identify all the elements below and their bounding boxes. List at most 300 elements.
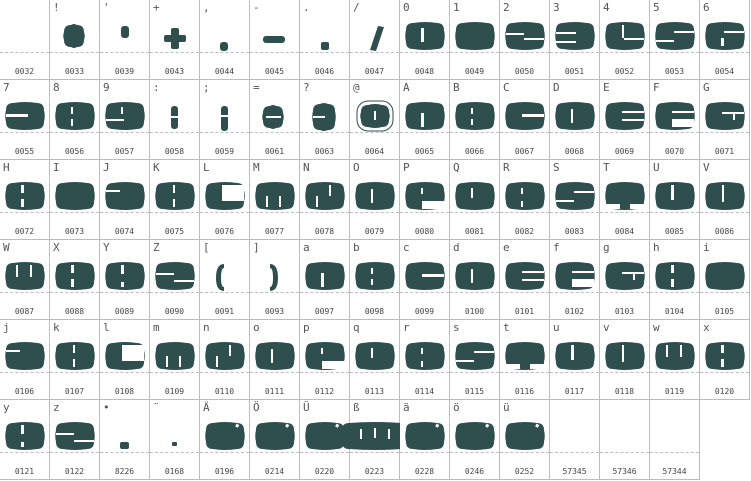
glyph-cell [450, 240, 500, 320]
glyph-preview [450, 94, 500, 136]
glyph-code-label: 0110 [214, 387, 235, 396]
glyph-preview [0, 94, 50, 136]
glyph-preview [650, 334, 700, 376]
glyph-cell [0, 0, 50, 80]
glyph-preview [200, 14, 250, 56]
glyph-cell [250, 0, 300, 80]
glyph-preview [650, 14, 700, 56]
glyph-code-label: 0099 [414, 307, 435, 316]
glyph-char-label: a [303, 241, 310, 254]
glyph-char-label: 6 [703, 1, 710, 14]
glyph-char-label: . [303, 1, 310, 14]
glyph-preview [200, 414, 250, 456]
glyph-char-label: Ü [303, 401, 310, 414]
glyph-code-label: 0091 [214, 307, 235, 316]
glyph-char-label: s [453, 321, 460, 334]
glyph-preview [250, 414, 300, 456]
glyph-cell [650, 0, 700, 80]
glyph-char-label: 5 [653, 1, 660, 14]
glyph-code-label: 0039 [114, 67, 135, 76]
glyph-cell [650, 400, 700, 480]
glyph-code-label: 0115 [464, 387, 485, 396]
glyph-preview [500, 254, 550, 296]
glyph-cell [200, 240, 250, 320]
glyph-preview [50, 94, 100, 136]
glyph-code-label: 0111 [264, 387, 285, 396]
glyph-cell [500, 240, 550, 320]
glyph-code-label: 0087 [14, 307, 35, 316]
glyph-code-label: 0252 [514, 467, 535, 476]
glyph-char-label: B [453, 81, 460, 94]
glyph-char-label: ö [453, 401, 460, 414]
glyph-code-label: 0107 [64, 387, 85, 396]
glyph-code-label: 0073 [64, 227, 85, 236]
glyph-char-label: k [53, 321, 60, 334]
glyph-code-label: 0114 [414, 387, 435, 396]
glyph-preview [0, 334, 50, 376]
glyph-code-label: 0082 [514, 227, 535, 236]
glyph-code-label: 0109 [164, 387, 185, 396]
glyph-preview [400, 94, 450, 136]
glyph-cell [150, 160, 200, 240]
glyph-cell [450, 320, 500, 400]
glyph-cell [100, 400, 150, 480]
glyph-cell [550, 0, 600, 80]
glyph-char-label: f [553, 241, 560, 254]
glyph-cell [350, 240, 400, 320]
glyph-cell [550, 400, 600, 480]
glyph-preview [50, 414, 100, 456]
glyph-char-label: 1 [453, 1, 460, 14]
glyph-char-label: v [603, 321, 610, 334]
glyph-char-label: = [253, 81, 260, 94]
glyph-preview [200, 254, 250, 296]
glyph-code-label: 0228 [414, 467, 435, 476]
glyph-preview [500, 14, 550, 56]
glyph-cell [100, 0, 150, 80]
glyph-char-label: ä [403, 401, 410, 414]
glyph-code-label: 0046 [314, 67, 335, 76]
glyph-preview [200, 174, 250, 216]
glyph-preview [650, 94, 700, 136]
glyph-code-label: 0105 [714, 307, 735, 316]
glyph-preview [300, 334, 350, 376]
glyph-preview [450, 14, 500, 56]
glyph-code-label: 0093 [264, 307, 285, 316]
glyph-preview [600, 174, 650, 216]
glyph-char-label: 4 [603, 1, 610, 14]
glyph-preview [350, 334, 400, 376]
glyph-cell [650, 80, 700, 160]
glyph-cell [100, 320, 150, 400]
glyph-preview [50, 254, 100, 296]
glyph-preview [400, 414, 450, 456]
glyph-preview [450, 334, 500, 376]
glyph-cell [300, 240, 350, 320]
glyph-code-label: 0069 [614, 147, 635, 156]
glyph-cell [350, 400, 400, 480]
glyph-preview [650, 254, 700, 296]
glyph-cell [650, 160, 700, 240]
glyph-code-label: 0072 [14, 227, 35, 236]
glyph-char-label: Z [153, 241, 160, 254]
glyph-preview [350, 174, 400, 216]
glyph-preview [600, 94, 650, 136]
glyph-char-label: D [553, 81, 560, 94]
glyph-preview [450, 414, 500, 456]
glyph-preview [500, 334, 550, 376]
glyph-cell [250, 80, 300, 160]
glyph-cell [550, 240, 600, 320]
glyph-code-label: 0088 [64, 307, 85, 316]
glyph-char-label: y [3, 401, 10, 414]
glyph-cell [200, 400, 250, 480]
glyph-cell [300, 320, 350, 400]
glyph-preview [300, 254, 350, 296]
glyph-char-label: V [703, 161, 710, 174]
glyph-code-label: 0047 [364, 67, 385, 76]
glyph-preview [550, 254, 600, 296]
glyph-code-label: 0066 [464, 147, 485, 156]
glyph-code-label: 0075 [164, 227, 185, 236]
glyph-code-label: 0045 [264, 67, 285, 76]
glyph-code-label: 0106 [14, 387, 35, 396]
glyph-cell [50, 240, 100, 320]
glyph-code-label: 57345 [562, 467, 587, 476]
glyph-code-label: 0052 [614, 67, 635, 76]
glyph-code-label: 0122 [64, 467, 85, 476]
glyph-preview [400, 174, 450, 216]
glyph-preview [550, 334, 600, 376]
glyph-code-label: 0089 [114, 307, 135, 316]
glyph-cell [0, 240, 50, 320]
glyph-preview [250, 254, 300, 296]
glyph-cell [650, 240, 700, 320]
glyph-char-label: C [503, 81, 510, 94]
glyph-char-label: 9 [103, 81, 110, 94]
glyph-code-label: 0049 [464, 67, 485, 76]
glyph-char-label: z [53, 401, 60, 414]
glyph-preview [350, 14, 400, 56]
glyph-cell [400, 0, 450, 80]
glyph-code-label: 0065 [414, 147, 435, 156]
glyph-char-label: • [103, 401, 110, 414]
glyph-preview [650, 174, 700, 216]
glyph-code-label: 0048 [414, 67, 435, 76]
glyph-cell [450, 160, 500, 240]
glyph-char-label: b [353, 241, 360, 254]
glyph-preview [100, 14, 150, 56]
glyph-cell [500, 400, 550, 480]
glyph-preview [100, 174, 150, 216]
glyph-char-label: ! [53, 1, 60, 14]
glyph-code-label: 0077 [264, 227, 285, 236]
glyph-char-label: + [153, 1, 160, 14]
glyph-char-label: w [653, 321, 660, 334]
glyph-code-label: 57344 [662, 467, 687, 476]
glyph-code-label: 0116 [514, 387, 535, 396]
glyph-cell [100, 80, 150, 160]
glyph-cell [600, 400, 650, 480]
glyph-char-label: h [653, 241, 660, 254]
glyph-cell [450, 80, 500, 160]
glyph-preview [350, 414, 400, 456]
glyph-code-label: 0081 [464, 227, 485, 236]
glyph-char-label: J [103, 161, 110, 174]
glyph-code-label: 0053 [664, 67, 685, 76]
glyph-preview [100, 414, 150, 456]
glyph-preview [350, 254, 400, 296]
glyph-cell [150, 400, 200, 480]
glyph-code-label: 0084 [614, 227, 635, 236]
glyph-cell [550, 80, 600, 160]
glyph-preview [50, 334, 100, 376]
glyph-code-label: 0121 [14, 467, 35, 476]
glyph-char-label: Ö [253, 401, 260, 414]
glyph-cell [400, 240, 450, 320]
glyph-preview [550, 414, 600, 456]
glyph-cell [550, 320, 600, 400]
glyph-char-label: K [153, 161, 160, 174]
glyph-cell [50, 0, 100, 80]
glyph-code-label: 0100 [464, 307, 485, 316]
glyph-char-label: ' [103, 1, 110, 14]
glyph-cell [400, 160, 450, 240]
glyph-cell [100, 240, 150, 320]
glyph-code-label: 0108 [114, 387, 135, 396]
glyph-code-label: 0079 [364, 227, 385, 236]
glyph-code-label: 0070 [664, 147, 685, 156]
glyph-cell [550, 160, 600, 240]
glyph-char-label: R [503, 161, 510, 174]
glyph-code-label: 0055 [14, 147, 35, 156]
glyph-char-label: j [3, 321, 10, 334]
glyph-code-label: 0074 [114, 227, 135, 236]
glyph-preview [650, 414, 700, 456]
glyph-preview [450, 174, 500, 216]
glyph-char-label: ? [303, 81, 310, 94]
glyph-char-label: , [203, 1, 210, 14]
glyph-preview [150, 174, 200, 216]
glyph-preview [500, 414, 550, 456]
glyph-code-label: 0080 [414, 227, 435, 236]
glyph-cell [250, 160, 300, 240]
glyph-preview [400, 334, 450, 376]
glyph-preview [300, 14, 350, 56]
glyph-code-label: 0050 [514, 67, 535, 76]
glyph-code-label: 0032 [14, 67, 35, 76]
glyph-preview [0, 414, 50, 456]
glyph-code-label: 0056 [64, 147, 85, 156]
glyph-code-label: 8226 [114, 467, 135, 476]
glyph-preview [0, 14, 50, 56]
glyph-cell [150, 80, 200, 160]
glyph-preview [150, 14, 200, 56]
glyph-char-label: [ [203, 241, 210, 254]
glyph-char-label: X [53, 241, 60, 254]
glyph-cell [50, 320, 100, 400]
glyph-char-label: Ä [203, 401, 210, 414]
glyph-cell [50, 400, 100, 480]
glyph-preview [0, 254, 50, 296]
glyph-preview [300, 94, 350, 136]
glyph-preview [400, 14, 450, 56]
glyph-cell [50, 80, 100, 160]
glyph-cell [500, 320, 550, 400]
glyph-code-label: 0120 [714, 387, 735, 396]
glyph-code-label: 0118 [614, 387, 635, 396]
glyph-code-label: 0059 [214, 147, 235, 156]
glyph-cell [700, 160, 750, 240]
glyph-preview [450, 254, 500, 296]
glyph-code-label: 0117 [564, 387, 585, 396]
glyph-code-label: 0083 [564, 227, 585, 236]
glyph-char-label: O [353, 161, 360, 174]
glyph-code-label: 0097 [314, 307, 335, 316]
glyph-code-label: 0196 [214, 467, 235, 476]
glyph-char-label: L [203, 161, 210, 174]
glyph-preview [100, 94, 150, 136]
glyph-preview [400, 254, 450, 296]
glyph-code-label: 0101 [514, 307, 535, 316]
glyph-cell [150, 320, 200, 400]
glyph-char-label: 3 [553, 1, 560, 14]
glyph-char-label: M [253, 161, 260, 174]
glyph-cell [400, 320, 450, 400]
glyph-char-label: I [53, 161, 60, 174]
glyph-cell [500, 80, 550, 160]
glyph-preview [700, 174, 750, 216]
glyph-char-label: A [403, 81, 410, 94]
glyph-cell [500, 0, 550, 80]
glyph-code-label: 0063 [314, 147, 335, 156]
glyph-code-label: 0085 [664, 227, 685, 236]
glyph-char-label: i [703, 241, 710, 254]
glyph-code-label: 0044 [214, 67, 235, 76]
glyph-preview [200, 334, 250, 376]
glyph-code-label: 0104 [664, 307, 685, 316]
glyph-char-label: : [153, 81, 160, 94]
glyph-cell [700, 80, 750, 160]
glyph-char-label: g [603, 241, 610, 254]
glyph-cell [450, 0, 500, 80]
glyph-char-label: S [553, 161, 560, 174]
glyph-code-label: 0214 [264, 467, 285, 476]
glyph-cell [0, 80, 50, 160]
glyph-cell [450, 400, 500, 480]
glyph-cell [0, 320, 50, 400]
glyph-cell [350, 0, 400, 80]
glyph-char-label: 7 [3, 81, 10, 94]
glyph-cell [350, 160, 400, 240]
glyph-char-label: Y [103, 241, 110, 254]
glyph-cell [700, 0, 750, 80]
glyph-char-label: G [703, 81, 710, 94]
glyph-char-label: ; [203, 81, 210, 94]
glyph-code-label: 0064 [364, 147, 385, 156]
glyph-preview [300, 174, 350, 216]
glyph-char-label: ¨ [153, 401, 160, 414]
glyph-cell [0, 400, 50, 480]
glyph-cell [300, 80, 350, 160]
glyph-preview [100, 254, 150, 296]
glyph-cell [250, 400, 300, 480]
glyph-char-label: ß [353, 401, 360, 414]
glyph-code-label: 0057 [114, 147, 135, 156]
glyph-cell [150, 240, 200, 320]
glyph-char-label: d [453, 241, 460, 254]
glyph-cell [700, 320, 750, 400]
glyph-preview [700, 94, 750, 136]
glyph-char-label: 2 [503, 1, 510, 14]
glyph-preview [550, 174, 600, 216]
glyph-code-label: 0090 [164, 307, 185, 316]
glyph-char-label: t [503, 321, 510, 334]
glyph-code-label: 0103 [614, 307, 635, 316]
glyph-cell [100, 160, 150, 240]
glyph-code-label: 57346 [612, 467, 637, 476]
glyph-preview [500, 174, 550, 216]
glyph-cell [200, 320, 250, 400]
glyph-char-label: W [3, 241, 10, 254]
glyph-preview [550, 14, 600, 56]
glyph-char-label: F [653, 81, 660, 94]
glyph-preview [150, 334, 200, 376]
glyph-preview [0, 174, 50, 216]
glyph-cell [250, 320, 300, 400]
glyph-cell [350, 80, 400, 160]
glyph-preview [250, 14, 300, 56]
glyph-code-label: 0054 [714, 67, 735, 76]
glyph-cell [200, 80, 250, 160]
glyph-code-label: 0078 [314, 227, 335, 236]
glyph-char-label: c [403, 241, 410, 254]
glyph-char-label: P [403, 161, 410, 174]
glyph-char-label: Q [453, 161, 460, 174]
glyph-preview [250, 174, 300, 216]
glyph-code-label: 0098 [364, 307, 385, 316]
glyph-char-label: - [253, 1, 260, 14]
glyph-cell [600, 160, 650, 240]
glyph-cell [400, 400, 450, 480]
glyph-preview [500, 94, 550, 136]
glyph-preview [600, 414, 650, 456]
glyph-cell [300, 0, 350, 80]
glyph-char-label: U [653, 161, 660, 174]
glyph-char-label: u [553, 321, 560, 334]
glyph-char-label: o [253, 321, 260, 334]
glyph-char-label: x [703, 321, 710, 334]
glyph-cell [600, 320, 650, 400]
glyph-preview [350, 94, 400, 136]
glyph-char-label: ] [253, 241, 260, 254]
glyph-preview [600, 254, 650, 296]
glyph-code-label: 0168 [164, 467, 185, 476]
glyph-preview [50, 174, 100, 216]
glyph-preview [600, 14, 650, 56]
glyph-code-label: 0119 [664, 387, 685, 396]
glyph-preview [200, 94, 250, 136]
glyph-code-label: 0067 [514, 147, 535, 156]
glyph-preview [250, 94, 300, 136]
glyph-cell [0, 160, 50, 240]
glyph-cell [150, 0, 200, 80]
glyph-code-label: 0068 [564, 147, 585, 156]
glyph-preview [100, 334, 150, 376]
glyph-preview [700, 334, 750, 376]
glyph-code-label: 0220 [314, 467, 335, 476]
glyph-code-label: 0223 [364, 467, 385, 476]
